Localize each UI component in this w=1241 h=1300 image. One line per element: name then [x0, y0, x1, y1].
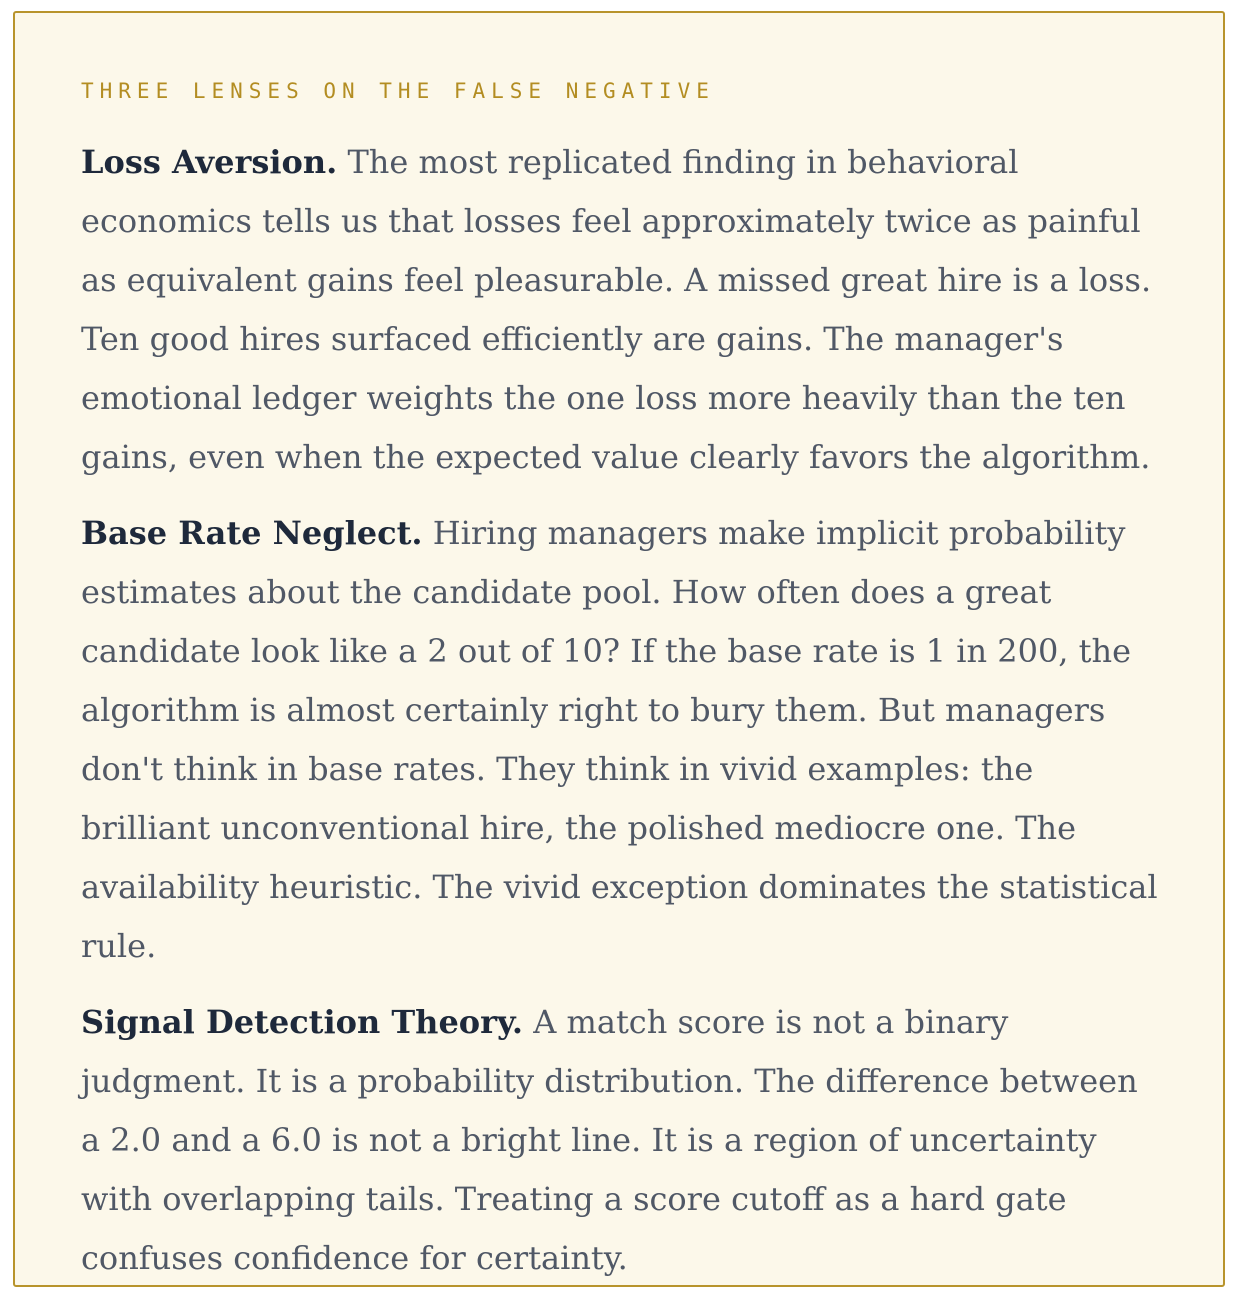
lens-body: A match score is not a binary judgment. It is a probability distribution. The difference between a 2.0 and a 6.0 is not a bright line. It is a region of uncertainty with overlapping tails. Treating a score cutoff as a hard gate confuses confidence for certainty. — [81, 1003, 1138, 1277]
callout-box — [13, 11, 1225, 1287]
lens-body: The most replicated finding in behavioral economics tells us that losses feel approximately twice as painful as equivalent gains feel pleasurable. A missed great hire is a loss. Ten good hires surfaced efficiently are gains. The manager's emotional ledger weights the one loss more heavily than the ten gains, even when the expected value clearly favors the algorithm. — [81, 143, 1152, 476]
lens-signal-detection-theory — [81, 993, 1163, 1288]
lens-loss-aversion — [81, 133, 1163, 487]
callout-eyebrow: THREE LENSES ON THE FALSE NEGATIVE — [81, 79, 715, 103]
lens-title: Loss Aversion. — [81, 143, 338, 181]
lens-body: Hiring managers make implicit probability estimates about the candidate pool. How often does a great candidate look like a 2 out of 10? If the base rate is 1 in 200, the algorithm is almost certainly right to bury them. But managers don't think in base rates. They think in vivid examples: the brilliant unconventional hire, the polished mediocre one. The availability heuristic. The vivid exception dominates the statistical rule. — [81, 514, 1158, 965]
lens-title: Base Rate Neglect. — [81, 514, 423, 552]
lens-title: Signal Detection Theory. — [81, 1003, 524, 1041]
lens-base-rate-neglect — [81, 504, 1163, 976]
